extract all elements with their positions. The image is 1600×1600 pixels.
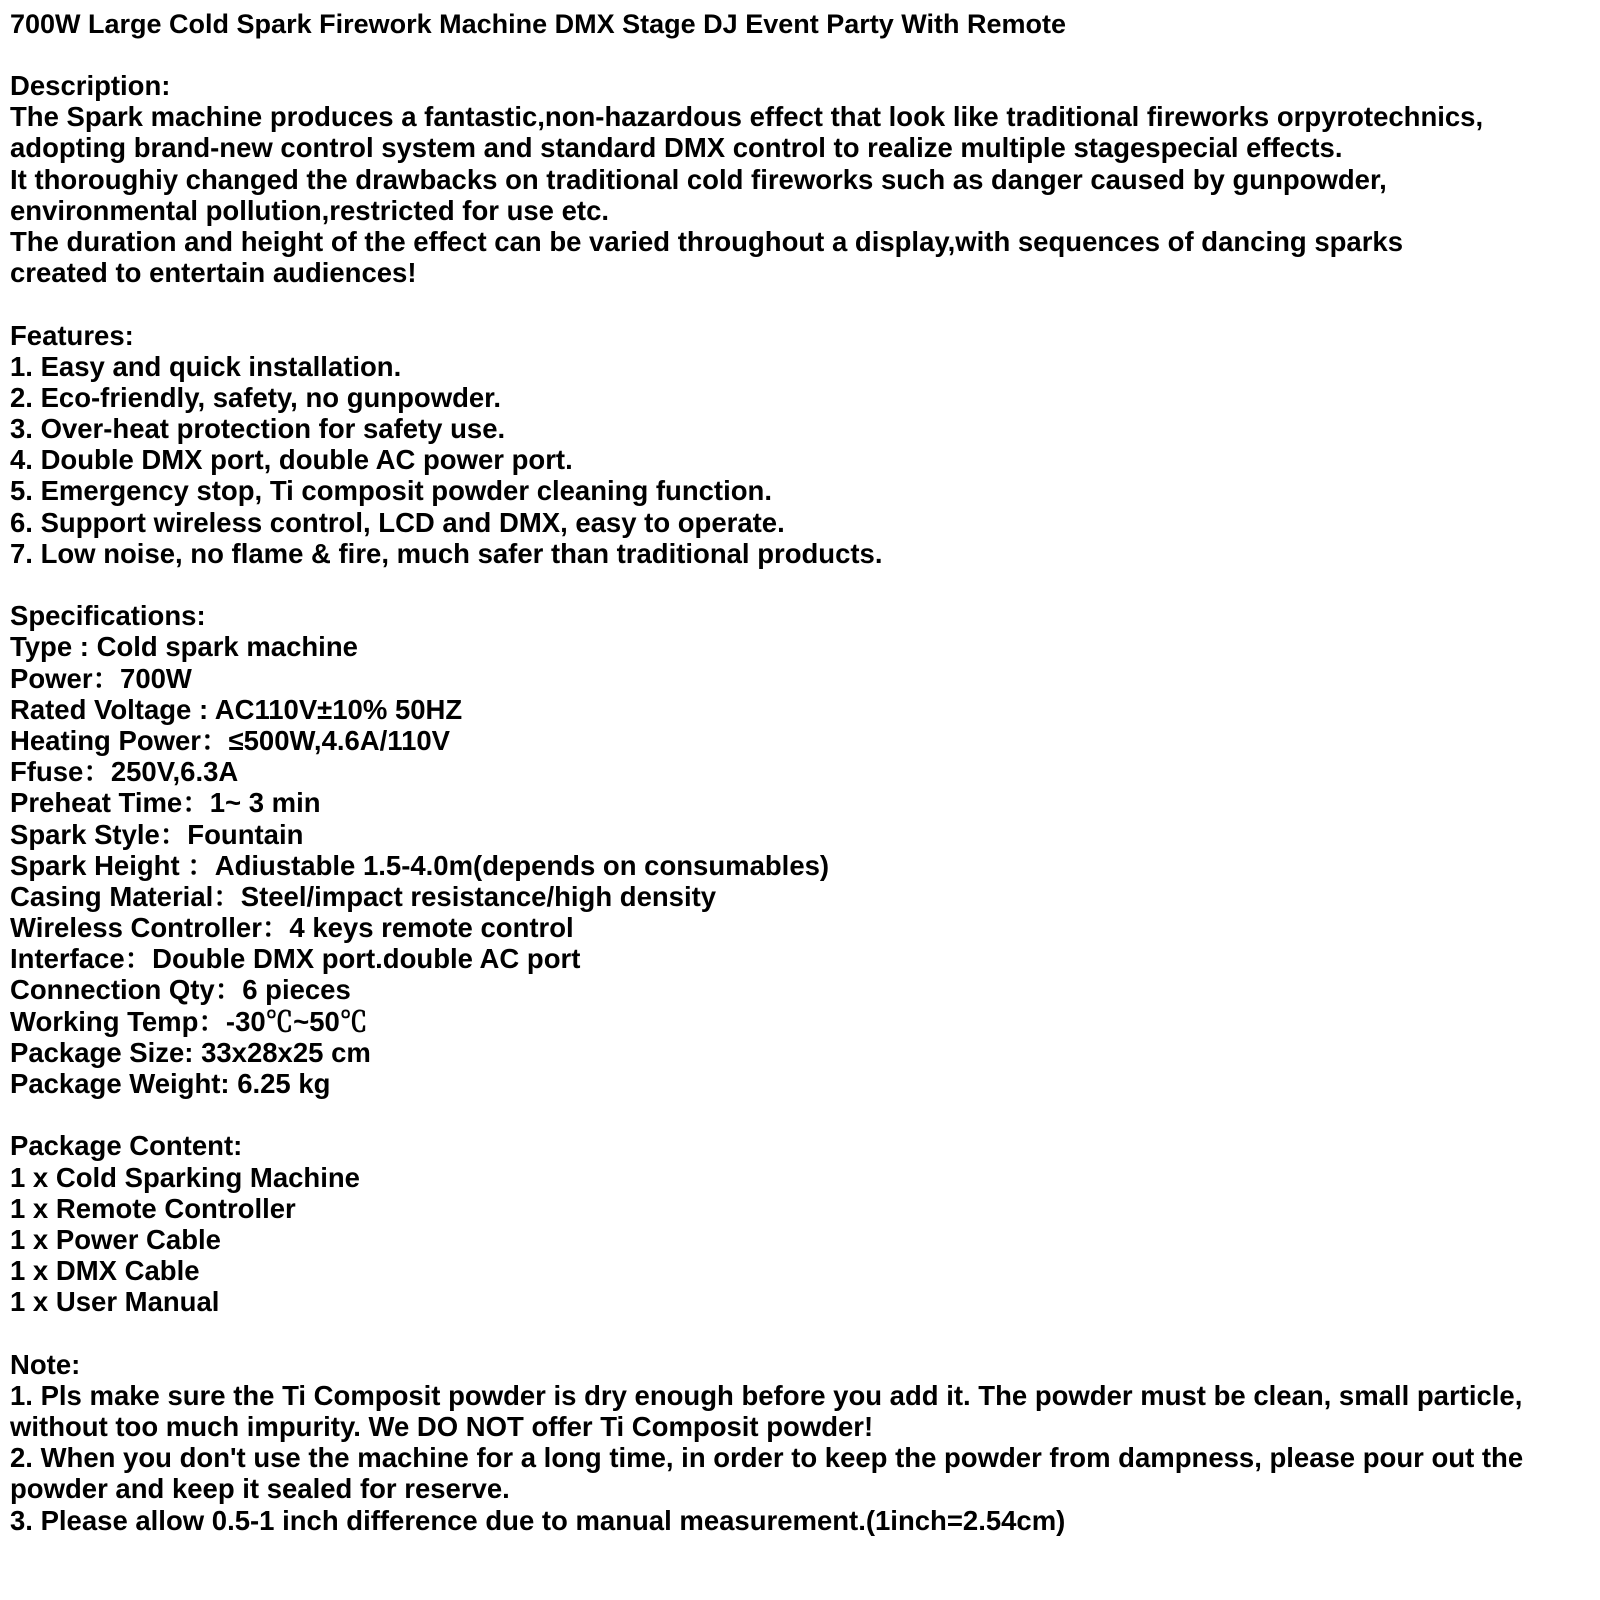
features-heading: Features: — [10, 319, 134, 351]
note-line: without too much impurity. We DO NOT offer Ti Composit powder! — [10, 1411, 874, 1443]
feature-item: 1. Easy and quick installation. — [10, 350, 402, 382]
description-line: The duration and height of the effect can be varied throughout a display,with sequences of dancing sparks — [10, 225, 1404, 257]
feature-item: 3. Over-heat protection for safety use. — [10, 413, 506, 445]
feature-item: 4. Double DMX port, double AC power port. — [10, 444, 573, 476]
spec-item: Package Weight: 6.25 kg — [10, 1068, 331, 1099]
spec-item: Type : Cold spark machine — [10, 631, 358, 663]
note-line: 3. Please allow 0.5-1 inch difference due to manual measurement.(1inch=2.54cm) — [10, 1504, 1066, 1536]
note-line: powder and keep it sealed for reserve. — [10, 1473, 510, 1505]
note-section — [10, 1349, 1590, 1536]
features-section — [10, 320, 1590, 570]
feature-item: 2. Eco-friendly, safety, no gunpowder. — [10, 381, 501, 413]
feature-item: 5. Emergency stop, Ti composit powder cleaning function. — [10, 475, 772, 507]
specifications-section — [10, 600, 1590, 1099]
spec-item: Working Temp：-30℃~50℃ — [10, 1005, 368, 1037]
note-line: 1. Pls make sure the Ti Composit powder is dry enough before you add it. The powder must be clean, small particle, — [10, 1379, 1523, 1411]
package-content-heading: Package Content: — [10, 1130, 243, 1162]
package-item: 1 x Remote Controller — [10, 1192, 296, 1224]
spec-item: Package Size: 33x28x25 cm — [10, 1036, 371, 1068]
description-line: The Spark machine produces a fantastic,non-hazardous effect that look like traditional fireworks orpyrotechnics, — [10, 101, 1484, 133]
package-item: 1 x DMX Cable — [10, 1255, 200, 1287]
description-line: environmental pollution,restricted for use etc. — [10, 194, 609, 226]
spec-item: Connection Qty：6 pieces — [10, 974, 351, 1006]
feature-item: 6. Support wireless control, LCD and DMX, easy to operate. — [10, 506, 785, 538]
description-line: created to entertain audiences! — [10, 257, 417, 289]
package-item: 1 x User Manual — [10, 1286, 220, 1318]
description-section — [10, 70, 1590, 288]
product-document — [10, 6, 1590, 1536]
spec-item: Spark Height ：Adiustable 1.5-4.0m(depends on consumables) — [10, 849, 830, 881]
note-line: 2. When you don't use the machine for a long time, in order to keep the powder from dampness, please pour out the — [10, 1442, 1524, 1474]
spec-item: Spark Style：Fountain — [10, 818, 304, 850]
spec-item: Rated Voltage : AC110V±10% 50HZ — [10, 693, 463, 725]
package-content-section — [10, 1130, 1590, 1317]
spec-item: Wireless Controller：4 keys remote control — [10, 912, 574, 944]
package-item: 1 x Cold Sparking Machine — [10, 1161, 360, 1193]
spec-item: Ffuse：250V,6.3A — [10, 756, 239, 788]
description-line: It thoroughiy changed the drawbacks on traditional cold fireworks such as danger caused by gunpowder, — [10, 163, 1387, 195]
spec-item: Interface：Double DMX port.double AC port — [10, 943, 581, 975]
feature-item: 7. Low noise, no flame & fire, much safer than traditional products. — [10, 537, 883, 569]
spec-item: Heating Power：≤500W,4.6A/110V — [10, 724, 450, 756]
note-heading: Note: — [10, 1348, 81, 1380]
spec-item: Casing Material：Steel/impact resistance/high density — [10, 880, 717, 912]
specifications-heading: Specifications: — [10, 600, 206, 632]
package-item: 1 x Power Cable — [10, 1223, 221, 1255]
spec-item: Power：700W — [10, 662, 192, 694]
spec-item: Preheat Time：1~ 3 min — [10, 787, 321, 819]
page-title: 700W Large Cold Spark Firework Machine DMX Stage DJ Event Party With Remote — [10, 9, 1067, 39]
description-heading: Description: — [10, 70, 171, 101]
description-line: adopting brand-new control system and standard DMX control to realize multiple stagespecial effects. — [10, 132, 1343, 164]
